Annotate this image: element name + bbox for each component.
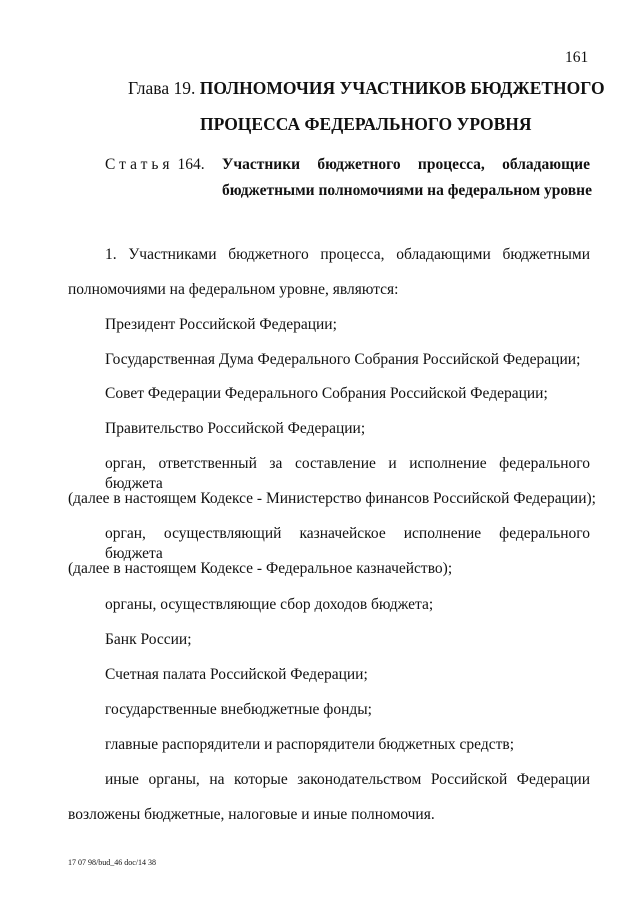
list-item: Счетная палата Российской Федерации; (105, 666, 368, 683)
list-item: орган, осуществляющий казначейское исполнение федерального бюджета (105, 525, 590, 562)
list-item: Государственная Дума Федерального Собрания Российской Федерации; (105, 351, 581, 368)
list-item: возложены бюджетные, налоговые и иные полномочия. (68, 806, 435, 823)
article-title-line2: бюджетными полномочиями на федеральном уровне (222, 182, 592, 199)
chapter-title-line1: ПОЛНОМОЧИЯ УЧАСТНИКОВ БЮДЖЕТНОГО (199, 78, 605, 98)
list-item: органы, осуществляющие сбор доходов бюджета; (105, 596, 434, 613)
article-title-line1: Участники бюджетного процесса, обладающие (222, 156, 590, 173)
chapter-title-line2: ПРОЦЕССА ФЕДЕРАЛЬНОГО УРОВНЯ (200, 114, 532, 134)
paragraph-line: полномочиями на федеральном уровне, являются: (68, 281, 399, 298)
chapter-prefix: Глава 19. (128, 78, 196, 98)
list-item: главные распорядители и распорядители бюджетных средств; (105, 736, 515, 753)
footer-file-ref: 17 07 98/bud_46 doc/14 38 (68, 858, 156, 867)
list-item: (далее в настоящем Кодексе - Федеральное казначейство); (68, 560, 453, 577)
chapter-heading (128, 78, 605, 98)
list-item: иные органы, на которые законодательством Российской Федерации (105, 771, 590, 788)
list-item: Правительство Российской Федерации; (105, 420, 366, 437)
list-item: Президент Российской Федерации; (105, 316, 337, 333)
list-item: (далее в настоящем Кодексе - Министерство финансов Российской Федерации); (68, 490, 596, 507)
page-number: 161 (565, 49, 589, 66)
paragraph-line: 1. Участниками бюджетного процесса, обладающими бюджетными (105, 246, 590, 263)
article-prefix: Статья 164. (105, 156, 205, 173)
list-item: Совет Федерации Федерального Собрания Российской Федерации; (105, 385, 548, 402)
list-item: Банк России; (105, 631, 192, 648)
list-item: орган, ответственный за составление и исполнение федерального бюджета (105, 455, 590, 492)
list-item: государственные внебюджетные фонды; (105, 701, 372, 718)
